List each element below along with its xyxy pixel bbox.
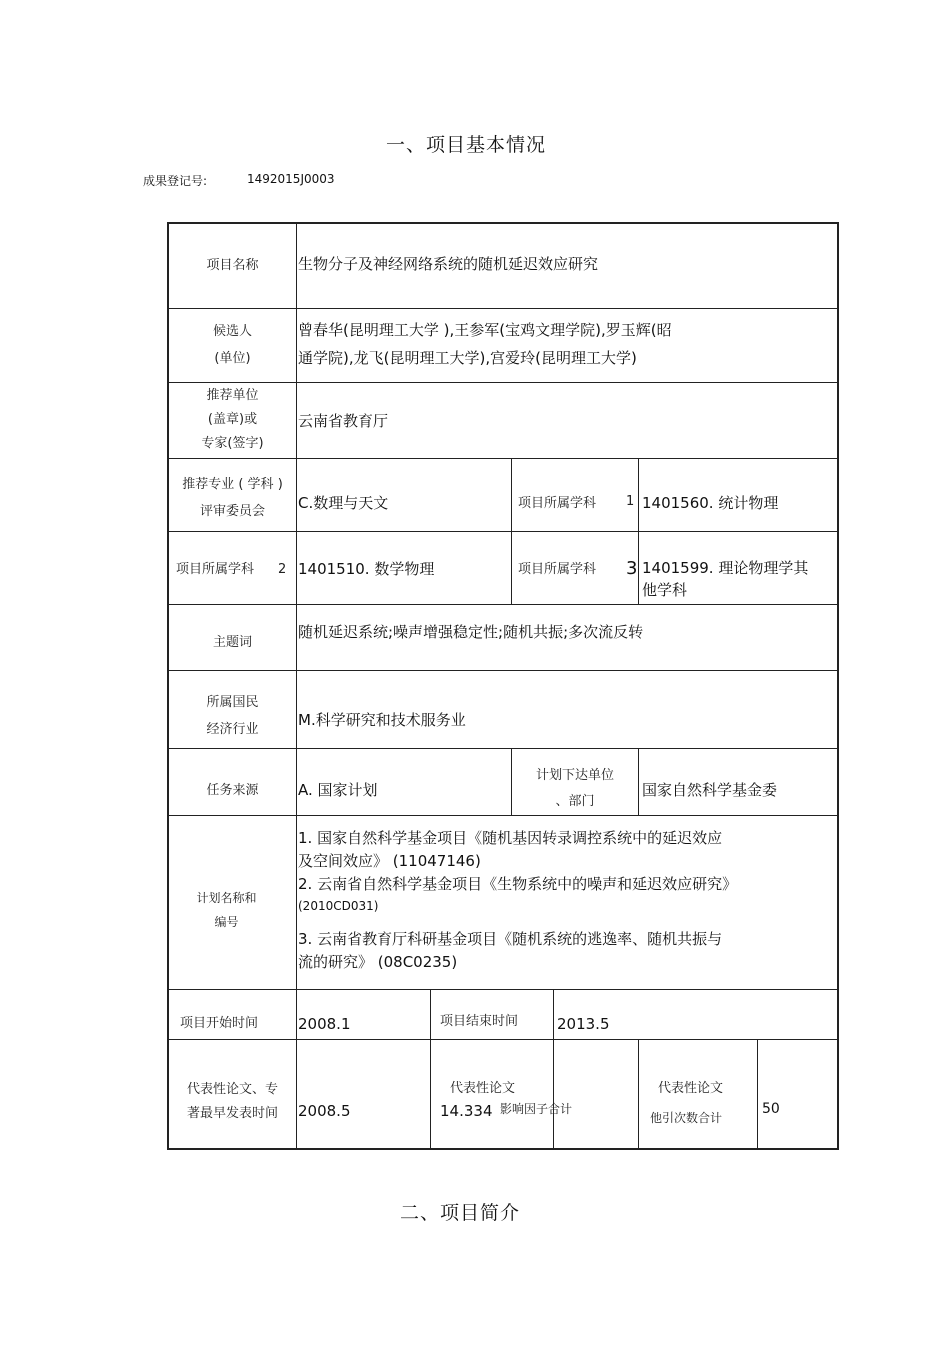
start-time-label: 项目开始时间 <box>180 1016 259 1031</box>
committee-label: 推荐专业 ( 学科 ) 评审委员会 <box>182 477 283 519</box>
issuing-unit-label: 计划下达单位 、部门 <box>535 768 614 809</box>
issuing-unit-value: 国家自然科学基金委 <box>642 781 778 799</box>
impact-factor-label-1: 代表性论文 <box>450 1081 516 1096</box>
committee-value: C.数理与天文 <box>298 494 389 512</box>
plan-item-2-line-1: 2. 云南省自然科学基金项目《生物系统中的噪声和延迟效应研究》 <box>298 875 738 893</box>
plan-item-1-line-2: 及空间效应》 (11047146) <box>298 852 481 870</box>
plan-list <box>298 827 737 974</box>
keywords-value: 随机延迟系统;噪声增强稳定性;随机共振;多次流反转 <box>298 623 644 641</box>
subject-1-value: 1401560. 统计物理 <box>642 494 779 512</box>
plan-name-label: 计划名称和 编号 <box>196 891 257 929</box>
project-name-label: 项目名称 <box>206 258 259 273</box>
earliest-paper-label: 代表性论文、专 著最早发表时间 <box>186 1082 278 1121</box>
citation-value: 50 <box>762 1101 780 1117</box>
start-time-value: 2008.1 <box>298 1015 351 1033</box>
task-source-label: 任务来源 <box>206 783 259 798</box>
keywords-label: 主题词 <box>212 635 252 650</box>
subject-3-number: 3 <box>626 558 638 579</box>
section-heading-basic-info: 一、项目基本情况 <box>386 134 547 156</box>
subject-2-number: 2 <box>278 562 287 577</box>
subject-1-number: 1 <box>626 494 635 509</box>
subject-3-label: 项目所属学科 <box>518 562 597 577</box>
recommender-label: 推荐单位 (盖章)或 专家(签字) <box>201 388 264 451</box>
subject-1-label: 项目所属学科 <box>518 496 597 511</box>
end-time-value: 2013.5 <box>557 1015 610 1033</box>
task-source-value: A. 国家计划 <box>298 781 378 799</box>
earliest-paper-date: 2008.5 <box>298 1102 351 1120</box>
plan-item-2-line-2: (2010CD031) <box>298 899 379 913</box>
end-time-label: 项目结束时间 <box>440 1014 519 1029</box>
subject-3-value: 1401599. 理论物理学其 他学科 <box>642 559 809 599</box>
candidates-label: 候选人 (单位) <box>212 324 252 366</box>
citation-label-2: 他引次数合计 <box>650 1111 723 1125</box>
recommender-value: 云南省教育厅 <box>298 412 389 430</box>
plan-item-3-line-1: 3. 云南省教育厅科研基金项目《随机系统的逃逸率、随机共振与 <box>298 930 723 948</box>
citation-label-1: 代表性论文 <box>658 1081 724 1096</box>
subject-2-label: 项目所属学科 <box>176 562 255 577</box>
industry-value: M.科学研究和技术服务业 <box>298 711 466 729</box>
registration-label: 成果登记号: <box>143 174 208 188</box>
section-heading-project-intro: 二、项目简介 <box>400 1202 521 1224</box>
registration-number: 1492015J0003 <box>247 172 335 186</box>
project-name-value: 生物分子及神经网络系统的随机延迟效应研究 <box>298 255 599 273</box>
plan-item-1-line-1: 1. 国家自然科学基金项目《随机基因转录调控系统中的延迟效应 <box>298 829 723 847</box>
subject-2-value: 1401510. 数学物理 <box>298 560 435 578</box>
plan-item-3-line-2: 流的研究》 (08C0235) <box>298 953 458 971</box>
impact-factor-label-2: 影响因子合计 <box>500 1102 573 1116</box>
industry-label: 所属国民 经济行业 <box>206 695 259 737</box>
candidates-value: 曾春华(昆明理工大学 ),王参军(宝鸡文理学院),罗玉辉(昭 通学院),龙飞(昆明理工大学),宫爱玲(昆明理工大学) <box>298 321 672 367</box>
impact-factor-value: 14.334 <box>440 1102 493 1120</box>
